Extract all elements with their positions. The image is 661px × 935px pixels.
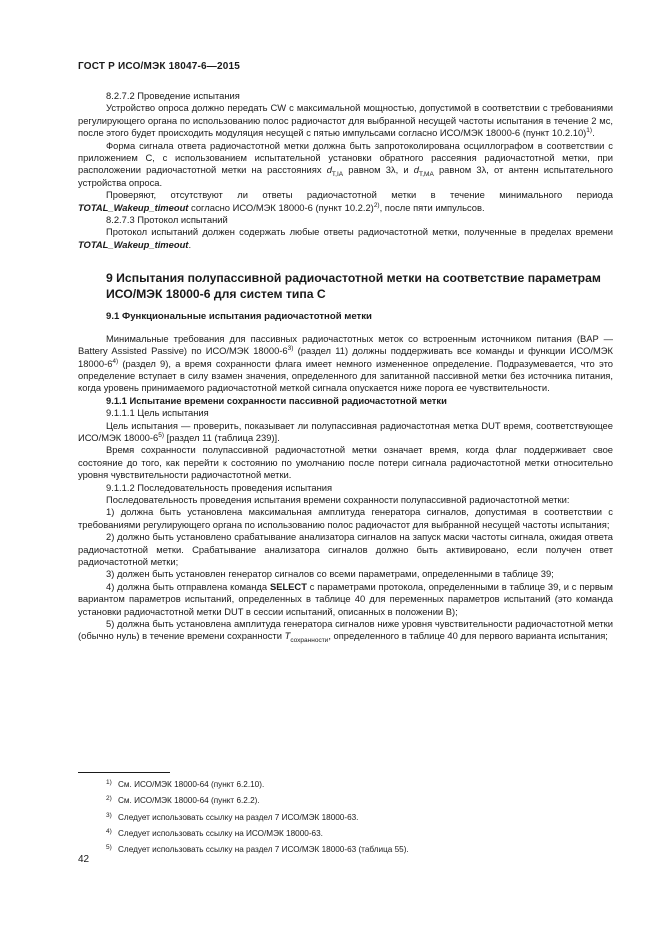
footnote: 4) Следует использовать ссылку на ИСО/МЭК 18000-63. <box>106 827 323 838</box>
footnote-divider <box>78 772 170 773</box>
paragraph: Последовательность проведения испытания времени сохранности полупассивной радиочастотной метки: <box>106 493 570 505</box>
document-body <box>78 90 613 643</box>
subsection-heading-8-2-7-2: 8.2.7.2 Проведение испытания <box>106 90 240 101</box>
footnote-ref: 5) <box>158 431 164 439</box>
footnote-ref: 1) <box>586 127 593 135</box>
paragraph: Проверяют, отсутствуют ли ответы радиочастотной метки в течение минимального периода TOTAL_Wakeup_timeout согласно ИСО/МЭК 18000-6 (пункт 10.2.2)$^{2)}$, после пяти импульсов. <box>78 189 613 213</box>
subsection-heading-8-2-7-3: 8.2.7.3 Протокол испытаний <box>106 214 228 226</box>
list-item: 1) должна быть установлена максимальная амплитуда генератора сигналов, допустимая в соответствии с требованиями регулирующего органа по использованию полос радиочастот для выбранной несущей частоты испытания; <box>78 506 613 530</box>
footnote: 1) См. ИСО/МЭК 18000-64 (пункт 6.2.10). <box>106 779 265 789</box>
footnote: 2) См. ИСО/МЭК 18000-64 (пункт 6.2.2). <box>106 795 260 806</box>
paragraph: Минимальные требования для пассивных радиочастотных меток со встроенным источником питания (BAP — Battery Assisted Passive) по ИСО/МЭК 18000-6$^{3)}$ (раздел 11) должны поддерживать все команды и функции ИСО/МЭК 18000-6$^{4)}$ (раздел 9), а время сохранности флага имеет немного измененное определение. Подразумевается, что это определение вступает в силу взамен значения, определенного для запитанной пассивной метки без источника питания, когда уровень принимаемого радиочастотной меткой сигнала опускается ниже порога ее чувствительности. <box>78 332 613 394</box>
footnote-ref: 2) <box>373 201 380 209</box>
list-item: 4) должна быть отправлена команда SELECT с параметрами протокола, определенными в таблице 39, и с первым вариантом параметров испытаний, определенных в таблице 40 для переменных параметров испытаний (это команда установки радиочастотной метки DUT в сессии испытаний, описанных в положении B); <box>78 580 613 617</box>
subsection-heading-9-1-1-1: 9.1.1.1 Цель испытания <box>106 407 209 419</box>
list-item: 3) должен быть установлен генератор сигналов со всеми параметрами, определенными в таблице 39; <box>106 568 554 580</box>
section-heading-9-1: 9.1 Функциональные испытания радиочастотной метки <box>106 311 372 323</box>
paragraph: Форма сигнала ответа радиочастотной метки должна быть запротоколирована осциллографом в соответствии с приложением C, с использованием испытательной установки обратного рассеяния радиочастотной метки, при расположении радиочастотной метки на расстояниях $d_{T,IA}$ равном 3λ, и $d_{T,MA}$ равном 3λ, от антенн испытательного устройства опроса. <box>78 139 613 188</box>
subsection-heading-9-1-1-2: 9.1.1.2 Последовательность проведения испытания <box>106 481 333 493</box>
footnotes <box>106 776 606 857</box>
page-number: 42 <box>78 854 90 865</box>
command-name: SELECT <box>269 580 307 592</box>
paragraph: Устройство опроса должно передать CW с максимальной мощностью, допустимой в соответствии с требованиями регулирующего органа по использованию полос радиочастот для выбранной несущей частоты испытания в течение 2 мс, после этого будет происходить модуляция несущей с пятью импульсами согласно ИСО/МЭК 18000-6 (пункт 10.2.10)$^{1)}$. <box>78 102 613 139</box>
footnote-ref: 4) <box>112 357 119 365</box>
section-heading-9: 9 Испытания полупассивной радиочастотной метки на соответствие параметрам ИСО/МЭК 18000-6 для систем типа C <box>106 271 601 302</box>
document-header: ГОСТ Р ИСО/МЭК 18047-6—2015 <box>78 61 241 72</box>
footnote-ref: 3) <box>287 344 294 352</box>
footnote: 5) Следует использовать ссылку на раздел 7 ИСО/МЭК 18000-63 (таблица 55). <box>106 844 409 855</box>
term: TOTAL_Wakeup_timeout <box>78 201 189 213</box>
subsection-heading-9-1-1: 9.1.1 Испытание времени сохранности пассивной радиочастотной метки <box>106 394 447 406</box>
footnote: 3) Следует использовать ссылку на раздел 7 ИСО/МЭК 18000-63. <box>106 811 359 822</box>
list-item: 5) должна быть установлена амплитуда генератора сигналов ниже уровня чувствительности радиочастотной метки (обычно нуль) в течение времени сохранности $T_{сохранности}$, определенного в таблице 40 для первого варианта испытания; <box>78 618 613 645</box>
term: TOTAL_Wakeup_timeout <box>78 238 189 250</box>
list-item: 2) должно быть установлено срабатывание анализатора сигналов на запуск маски частоты сигнала, ожидая ответа радиочастотной метки. Срабатывание анализатора сигналов должно быть активировано, если получен ответ радиочастотной метки; <box>78 531 613 567</box>
paragraph: Цель испытания — проверить, показывает ли полупассивная радиочастотная метка DUT время, соответствующее ИСО/МЭК 18000-6$^{5)}$ [раздел 11 (таблица 239)]. <box>78 419 613 443</box>
paragraph: Протокол испытаний должен содержать любые ответы радиочастотной метки, полученные в пределах времени TOTAL_Wakeup_timeout. <box>78 226 613 250</box>
paragraph: Время сохранности полупассивной радиочастотной метки означает время, когда флаг поддерживает свое состояние до того, как перейти к состоянию по умолчанию после потери сигнала радиочастотной метки относительно уровня чувствительности радиочастотной метки. <box>78 444 613 481</box>
